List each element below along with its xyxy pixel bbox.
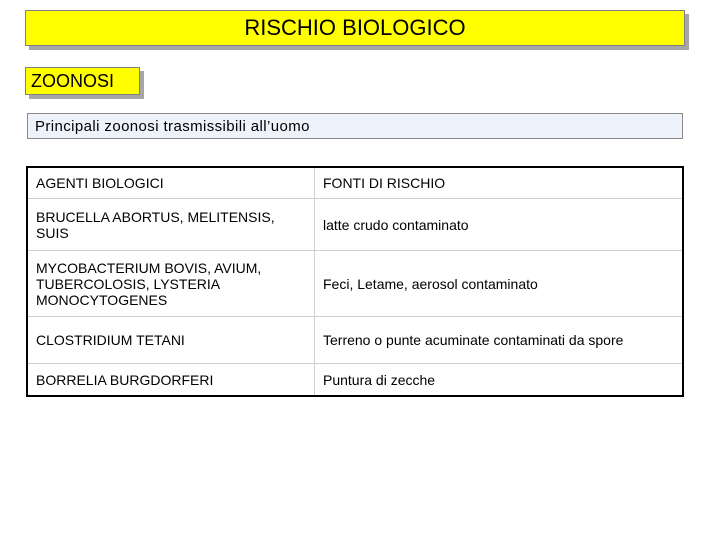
source-cell: Feci, Letame, aerosol contaminato <box>315 251 684 317</box>
agent-cell: CLOSTRIDIUM TETANI <box>27 317 315 364</box>
table-row <box>27 317 683 364</box>
table-header-row <box>27 167 683 199</box>
page-title <box>25 10 685 46</box>
source-cell: latte crudo contaminato <box>315 199 684 251</box>
section-label-text: ZOONOSI <box>31 70 115 91</box>
source-cell: Terreno o punte acuminate contaminati da spore <box>315 317 684 364</box>
agent-cell: BRUCELLA ABORTUS, MELITENSIS, SUIS <box>27 199 315 251</box>
page-title-text: RISCHIO BIOLOGICO <box>244 15 466 40</box>
section-label <box>25 67 140 95</box>
table-row <box>27 199 683 251</box>
column-header-sources: FONTI DI RISCHIO <box>315 167 684 199</box>
source-cell: Puntura di zecche <box>315 364 684 397</box>
subtitle-text: Principali zoonosi trasmissibili all’uomo <box>35 117 310 135</box>
zoonosi-table <box>26 166 684 397</box>
agent-cell: BORRELIA BURGDORFERI <box>27 364 315 397</box>
table-row <box>27 364 683 397</box>
agent-cell: MYCOBACTERIUM BOVIS, AVIUM, TUBERCOLOSIS, LYSTERIA MONOCYTOGENES <box>27 251 315 317</box>
table-row <box>27 251 683 317</box>
column-header-agents: AGENTI BIOLOGICI <box>27 167 315 199</box>
subtitle-bar <box>27 113 683 139</box>
